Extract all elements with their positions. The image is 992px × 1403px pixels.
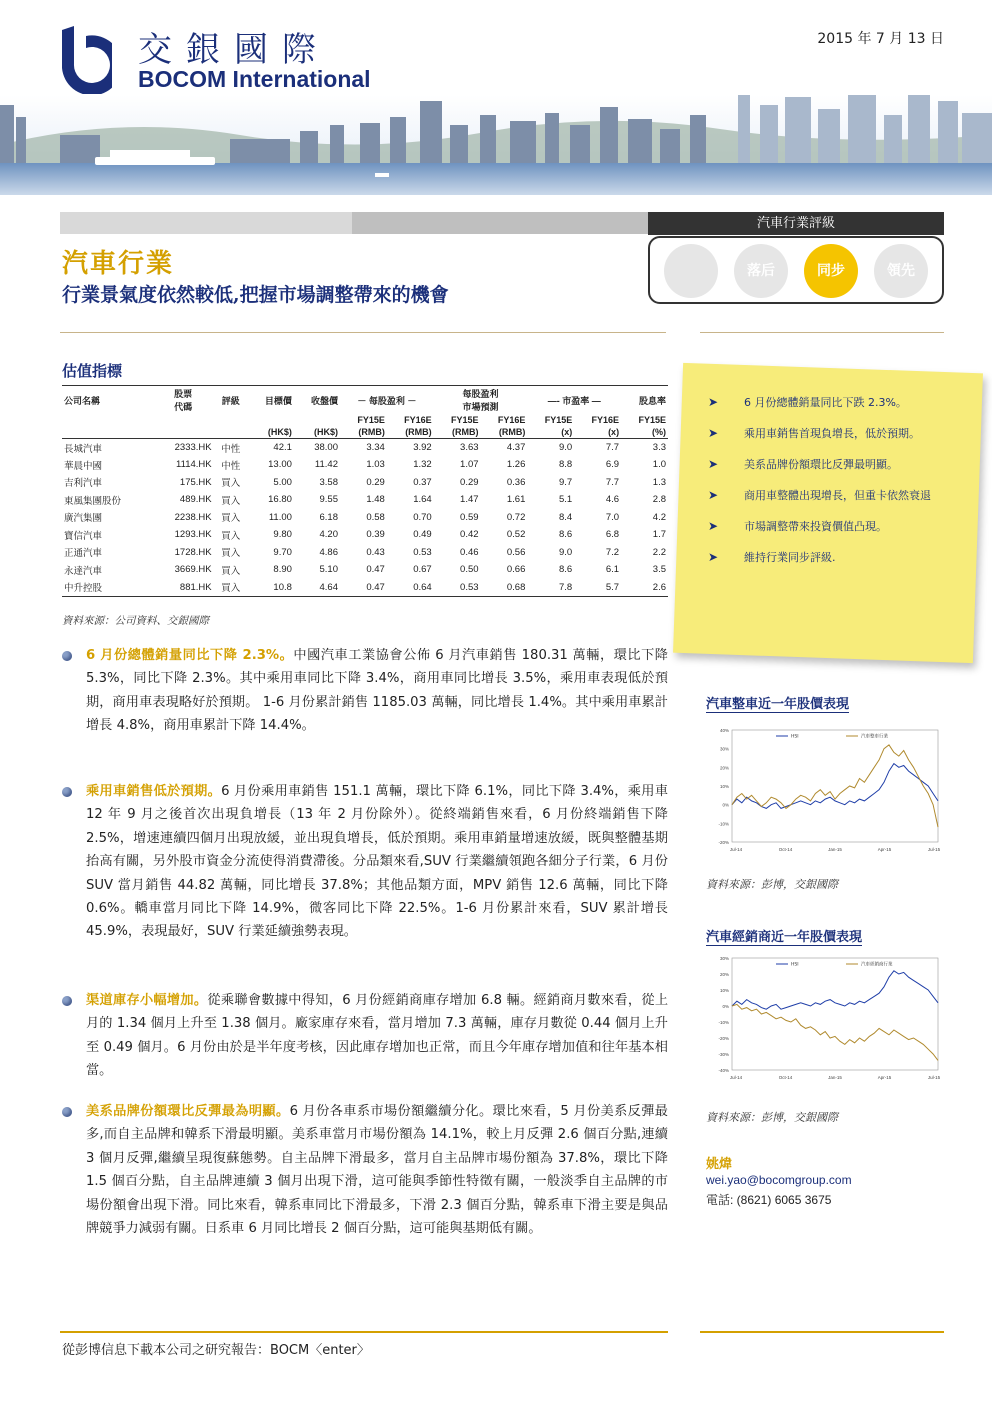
head-fy15e-pe: FY15E xyxy=(544,415,573,425)
y-tick-label: 0% xyxy=(722,802,729,808)
table-cell: 正通汽車 xyxy=(64,548,103,560)
analyst-name: 姚煒 xyxy=(706,1157,733,1172)
x-tick-label: Oct-14 xyxy=(778,1075,793,1080)
table-cell: 4.20 xyxy=(319,529,338,541)
x-tick-label: Jul-15 xyxy=(927,1075,941,1080)
head-fy16e-eps: FY16E xyxy=(404,415,432,425)
x-tick-label: Jul-15 xyxy=(927,847,941,852)
highlight-text: 市場調整帶來投資價值凸現。 xyxy=(744,520,887,533)
table-cell: 6.9 xyxy=(605,459,620,471)
table-cell: 1.32 xyxy=(413,459,432,471)
x-tick-label: Jul-14 xyxy=(729,1075,743,1080)
col-dividend-yield: 股息率 xyxy=(621,386,668,415)
plot-area xyxy=(732,730,938,842)
section-divider-right xyxy=(700,332,944,333)
table-cell: 3.3 xyxy=(652,442,666,453)
table-cell: 1.3 xyxy=(652,476,666,488)
table-cell: 0.49 xyxy=(413,529,432,541)
table-cell: 3.34 xyxy=(366,442,385,453)
table-cell: 0.70 xyxy=(413,511,432,523)
table-cell: 4.2 xyxy=(652,511,666,523)
section-divider xyxy=(60,332,666,333)
highlight-text: 美系品牌份額環比反彈最明顯。 xyxy=(744,458,898,471)
table-cell: 7.7 xyxy=(605,442,620,453)
bullet-text: 6 月份各車系市場份額繼續分化。環比來看，5 月份美系反彈最多,而自主品牌和韓系下滑最明顯。美系車當月市場份額為 14.1%，較上月反彈 2.6 個百分點,連續 3 個月反彈,繼續呈現復蘇態勢。自主品牌下滑最多，當月自主品牌市場份額為 37.8%，環比下降 1.5 個百分點，自主品牌連續 3 個月出現下滑，這可能與季節性特徵有關，一般淡季自主品牌的市場份額會出現下滑。同比來看，韓系車同比下滑最多，下滑 2.3 個百分點，韓系車下滑主要是與品牌競爭力減弱有關。日系車 6 月同比增長 2 個百分點，這可能與基期低有關。 xyxy=(86,1104,668,1237)
y-tick-label: 20% xyxy=(719,765,729,771)
highlight-item xyxy=(706,518,960,535)
table-cell: 1.61 xyxy=(506,494,526,506)
table-cell: 買入 xyxy=(214,579,248,597)
table-cell: 1293.HK xyxy=(174,529,212,541)
rating-option-underweight: 落后 xyxy=(734,244,788,298)
table-cell: 0.46 xyxy=(460,546,479,558)
table-cell: 永達汽車 xyxy=(64,565,103,577)
bullet-lead: 乘用車銷售低於預期。 xyxy=(86,784,222,799)
x-tick-label: Jul-14 xyxy=(729,847,743,852)
highlight-item xyxy=(706,456,960,473)
table-cell: 0.58 xyxy=(366,511,385,523)
table-cell: 0.72 xyxy=(506,511,526,523)
col-close-price: 收盤價 xyxy=(294,386,340,415)
table-cell: 2.8 xyxy=(652,494,666,506)
bullet-text: 中國汽車工業協會公佈 6 月汽車銷售 180.31 萬輛，環比下降 5.3%，同比下降 2.3%。其中乘用車同比下降 3.4%，商用車同比增長 3.5%，乘用車表現低於預期，商用車表現略好於預期。 1-6 月份累計銷售 1185.03 萬輛，同比增長 1.4%。其中乘用車累計增長 4.8%，商用車累計下降 14.4%。 xyxy=(86,648,668,734)
industry-rating-box xyxy=(648,236,944,304)
col-eps-consensus: 每股盈利 市場預測 xyxy=(434,386,528,415)
bullet-lead: 美系品牌份額環比反彈最為明顯。 xyxy=(86,1104,290,1119)
unit-cons16: (RMB) xyxy=(481,426,528,439)
analyst-phone: 電話: (8621) 6065 3675 xyxy=(706,1193,832,1207)
report-header xyxy=(0,0,992,195)
table-cell: 中升控股 xyxy=(62,579,153,597)
table-cell: 0.37 xyxy=(413,476,432,488)
table-cell: 中性 xyxy=(221,460,241,472)
table-cell: 881.HK xyxy=(153,579,214,597)
table-cell: 8.8 xyxy=(559,459,573,471)
table-cell: 5.1 xyxy=(559,494,573,506)
table-cell: 489.HK xyxy=(179,494,212,506)
table-cell: 9.7 xyxy=(559,476,573,488)
head-fy15e-dy: FY15E xyxy=(638,415,666,425)
table-cell: 1.0 xyxy=(652,459,666,471)
table-cell: 2333.HK xyxy=(174,442,212,453)
unit-close: (HK$) xyxy=(294,426,340,439)
table-cell: 買入 xyxy=(221,478,241,490)
arrow-right-icon: ➤ xyxy=(708,519,719,533)
y-tick-label: 10% xyxy=(719,784,729,789)
valuation-table xyxy=(62,385,668,597)
bocom-logo-icon xyxy=(56,24,112,94)
y-tick-label: -30% xyxy=(718,1052,729,1057)
footer-divider-right xyxy=(700,1331,944,1333)
industry-rating-title: 汽車行業評級 xyxy=(648,212,944,235)
table-cell: 0.53 xyxy=(434,579,481,597)
y-tick-label: 10% xyxy=(719,988,729,993)
unit-eps15: (RMB) xyxy=(340,426,387,439)
y-tick-label: -20% xyxy=(718,1036,729,1041)
col-ticker: 股票 代碼 xyxy=(153,386,214,415)
table-cell: 7.7 xyxy=(605,476,620,488)
table-cell: 4.37 xyxy=(506,442,526,453)
x-tick-label: Oct-14 xyxy=(778,847,793,852)
bullet-paragraph-inventory xyxy=(86,989,668,1083)
highlight-item xyxy=(706,549,960,566)
table-cell: 買入 xyxy=(221,495,241,507)
unit-dy: (%) xyxy=(621,426,668,439)
table-cell: 5.7 xyxy=(574,579,621,597)
table-cell: 4.64 xyxy=(294,579,340,597)
table-cell: 0.47 xyxy=(366,564,385,576)
col-target-price: 目標價 xyxy=(248,386,294,415)
highlight-text: 6 月份總體銷量同比下跌 2.3%。 xyxy=(744,396,907,409)
table-cell: 0.66 xyxy=(506,564,526,576)
x-tick-label: Apr-15 xyxy=(877,847,892,852)
table-cell: 0.68 xyxy=(481,579,528,597)
table-cell: 1728.HK xyxy=(174,546,212,558)
table-cell: 6.8 xyxy=(605,529,620,541)
unit-cons15: (RMB) xyxy=(434,426,481,439)
table-cell: 0.47 xyxy=(340,579,387,597)
table-cell: 1.64 xyxy=(413,494,432,506)
highlights-list xyxy=(706,394,960,580)
y-tick-label: 0% xyxy=(722,1004,729,1009)
table-cell: 0.52 xyxy=(506,529,526,541)
y-tick-label: -10% xyxy=(718,821,729,827)
unit-pe15: (x) xyxy=(527,426,574,439)
col-pe: —- 市盈率 — xyxy=(527,386,621,415)
table-cell: 3.63 xyxy=(460,442,479,453)
table-cell: 0.42 xyxy=(460,529,479,541)
table-cell: 0.36 xyxy=(506,476,526,488)
x-tick-label: Jan-15 xyxy=(828,1075,842,1080)
table-cell: 1.7 xyxy=(652,529,666,541)
table-cell: 10.8 xyxy=(248,579,294,597)
arrow-right-icon: ➤ xyxy=(708,426,719,440)
table-cell: 1114.HK xyxy=(176,459,212,471)
table-cell: 9.70 xyxy=(273,546,292,558)
table-cell: 8.6 xyxy=(559,529,573,541)
table-row xyxy=(62,456,668,474)
bullet-text: 6 月份乘用車銷售 151.1 萬輛，環比下降 6.1%，同比下降 3.4%，乘用車 12 年 9 月之後首次出現負增長（13 年 2 月份除外）。從終端銷售來看，6 月份終端銷售下降 2.5%，增速連續四個月出現放緩，並出現負增長，低於預期。乘用車銷量增速放緩，既與整體基期抬高有關，另外股市資金分流使得消費滯後。分品類來看,SUV 行業繼續領跑各細分子行業，6 月份 SUV 當月銷售 44.82 萬輛，同比增長 37.8%；其他品類方面，MPV 銷售 12.6 萬輛，同比下降 0.6%。轎車當月同比下降 14.9%，微客同比下降 22.5%。1-6 月份累計來看，SUV 累計增長 45.9%，表現最好，SUV 行業延續強勢表現。 xyxy=(86,784,669,940)
table-row xyxy=(62,509,668,527)
table-cell: 7.2 xyxy=(605,546,620,558)
bullet-paragraph-brand-share xyxy=(86,1100,668,1240)
table-row xyxy=(62,439,668,457)
highlight-item xyxy=(706,394,960,411)
table-cell: 0.59 xyxy=(460,511,479,523)
highlight-item xyxy=(706,425,960,442)
table-cell: 3.92 xyxy=(413,442,432,453)
arrow-right-icon: ➤ xyxy=(708,488,719,502)
table-cell: 2238.HK xyxy=(174,511,212,523)
col-eps: － 每股盈利 － xyxy=(340,386,434,415)
arrow-right-icon: ➤ xyxy=(708,550,719,564)
highlight-item xyxy=(706,487,960,504)
unit-eps16: (RMB) xyxy=(387,426,434,439)
chart-title-dealers: 汽車經銷商近一年股價表現 xyxy=(706,926,862,946)
table-cell: 6.1 xyxy=(605,564,620,576)
col-rating: 評級 xyxy=(214,386,248,415)
table-cell: 吉利汽車 xyxy=(64,478,103,490)
table-cell: 0.39 xyxy=(366,529,385,541)
table-cell: 11.00 xyxy=(268,511,292,523)
y-tick-label: 30% xyxy=(719,746,729,752)
table-cell: 9.80 xyxy=(273,529,292,541)
table-cell: 廣汽集團 xyxy=(64,513,103,525)
table-cell: 6.18 xyxy=(319,511,338,523)
table-cell: 長城汽車 xyxy=(64,443,103,455)
table-cell: 0.56 xyxy=(506,546,526,558)
table-cell: 7.8 xyxy=(527,579,574,597)
table-cell: 11.42 xyxy=(314,459,338,471)
head-fy15e-cons: FY15E xyxy=(451,415,479,425)
table-source: 資料來源：公司資料、交銀國際 xyxy=(62,615,209,627)
industry-title: 汽車行業 xyxy=(62,249,175,279)
footer-text: 從彭博信息下載本公司之研究報告：BOCM〈enter〉 xyxy=(62,1343,370,1358)
table-cell: 8.90 xyxy=(273,564,292,576)
legend-label: 汽車整車行業 xyxy=(861,734,888,740)
table-cell: 買入 xyxy=(221,548,241,560)
valuation-title: 估值指標 xyxy=(62,362,123,380)
table-cell: 8.4 xyxy=(559,511,573,523)
table-cell: 42.1 xyxy=(273,442,292,453)
table-cell: 2.2 xyxy=(652,546,666,558)
table-cell: 3669.HK xyxy=(174,564,212,576)
table-row xyxy=(62,544,668,562)
table-row xyxy=(62,474,668,492)
table-cell: 38.00 xyxy=(314,442,338,453)
rating-option-neutral-selected: 同步 xyxy=(804,244,858,298)
table-cell: 5.00 xyxy=(273,476,292,488)
report-subtitle: 行業景氣度依然較低,把握市場調整帶來的機會 xyxy=(62,284,449,306)
report-date: 2015 年 7 月 13 日 xyxy=(817,31,944,47)
table-cell: 買入 xyxy=(221,513,241,525)
head-fy16e-pe: FY16E xyxy=(591,415,620,425)
arrow-right-icon: ➤ xyxy=(708,457,719,471)
table-cell: 5.10 xyxy=(319,564,338,576)
bullet-paragraph-passenger-cars xyxy=(86,780,668,944)
highlight-text: 商用車整體出現增長，但重卡依然衰退 xyxy=(744,489,931,502)
table-cell: 16.80 xyxy=(268,494,292,506)
table-cell: 9.0 xyxy=(559,442,573,453)
table-cell: 1.47 xyxy=(460,494,479,506)
bullet-icon xyxy=(62,651,72,661)
legend-label: HSI xyxy=(791,734,799,740)
bullet-icon xyxy=(62,1107,72,1117)
y-tick-label: 30% xyxy=(719,956,729,961)
table-cell: 13.00 xyxy=(268,459,292,471)
table-cell: 8.6 xyxy=(559,564,573,576)
title-bar-middle xyxy=(352,212,648,234)
logo-chinese-name: 交銀國際 xyxy=(138,30,330,70)
highlight-text: 維持行業同步評級. xyxy=(744,551,836,564)
unit-pe16: (x) xyxy=(574,426,621,439)
table-cell: 3.5 xyxy=(652,564,666,576)
table-cell: 1.26 xyxy=(506,459,526,471)
chart-source: 資料來源：彭博，交銀國際 xyxy=(706,878,838,891)
table-cell: 3.58 xyxy=(319,476,338,488)
chart-source: 資料來源：彭博，交銀國際 xyxy=(706,1111,838,1124)
table-cell: 1.07 xyxy=(460,459,479,471)
table-cell: 4.6 xyxy=(605,494,620,506)
y-tick-label: -40% xyxy=(718,1068,729,1073)
chart-title-automakers: 汽車整車近一年股價表現 xyxy=(706,693,849,713)
title-bar-left xyxy=(60,212,352,234)
bullet-lead: 6 月份總體銷量同比下降 2.3%。 xyxy=(86,648,294,663)
table-cell: 寶信汽車 xyxy=(64,530,103,542)
table-cell: 0.50 xyxy=(460,564,479,576)
table-row xyxy=(62,491,668,509)
y-tick-label: -10% xyxy=(718,1020,729,1025)
table-row xyxy=(62,579,668,597)
table-cell: 買入 xyxy=(221,565,241,577)
rating-option-outperform: 領先 xyxy=(874,244,928,298)
hong-kong-skyline-banner xyxy=(0,95,992,195)
y-tick-label: -20% xyxy=(718,840,729,845)
table-cell: 中性 xyxy=(221,443,241,455)
table-cell: 0.43 xyxy=(366,546,385,558)
bullet-lead: 渠道庫存小幅增加。 xyxy=(86,993,208,1008)
y-tick-label: 20% xyxy=(719,972,729,977)
analyst-email[interactable]: wei.yao@bocomgroup.com xyxy=(706,1173,852,1187)
footer-divider xyxy=(60,1331,668,1333)
head-fy16e-cons: FY16E xyxy=(497,415,526,425)
table-cell: 4.86 xyxy=(319,546,338,558)
arrow-right-icon: ➤ xyxy=(708,395,719,409)
table-cell: 175.HK xyxy=(179,476,212,488)
table-cell: 2.6 xyxy=(621,579,668,597)
bullet-text: 從乘聯會數據中得知，6 月份經銷商庫存增加 6.8 輛。經銷商月數來看，從上月的 1.34 個月上升至 1.38 個月。廠家庫存來看，當月增加 7.3 萬輛，庫存月數從 0.44 個月上升至 0.49 個月。6 月份由於是半年度考核，因此庫存增加也正常，而且今年庫存增加值和往年基本相當。 xyxy=(86,993,669,1079)
rating-option-blank xyxy=(664,244,718,298)
y-tick-label: 40% xyxy=(719,728,729,733)
col-company: 公司名稱 xyxy=(62,386,153,415)
table-cell: 0.53 xyxy=(413,546,432,558)
legend-label: HSI xyxy=(791,962,799,968)
table-row xyxy=(62,561,668,579)
table-cell: 0.29 xyxy=(460,476,479,488)
valuation-table-body xyxy=(62,439,668,597)
unit-target: (HK$) xyxy=(248,426,294,439)
table-cell: 9.55 xyxy=(319,494,338,506)
highlight-text: 乘用車銷售首現負增長，低於預期。 xyxy=(744,427,920,440)
chart-dealers-stock-performance xyxy=(706,952,946,1088)
table-row xyxy=(62,526,668,544)
table-cell: 東風集團股份 xyxy=(64,495,122,507)
bullet-icon xyxy=(62,996,72,1006)
table-cell: 買入 xyxy=(221,530,241,542)
table-cell: 1.03 xyxy=(366,459,385,471)
table-cell: 0.67 xyxy=(413,564,432,576)
table-cell: 0.29 xyxy=(366,476,385,488)
table-cell: 0.64 xyxy=(387,579,434,597)
x-tick-label: Apr-15 xyxy=(877,1075,892,1080)
bullet-icon xyxy=(62,787,72,797)
legend-label: 汽車經銷商行業 xyxy=(861,962,893,968)
table-cell: 9.0 xyxy=(559,546,573,558)
table-cell: 7.0 xyxy=(605,511,620,523)
table-cell: 1.48 xyxy=(366,494,385,506)
head-fy15e-eps: FY15E xyxy=(357,415,385,425)
x-tick-label: Jan-15 xyxy=(828,847,842,852)
bullet-paragraph-sales xyxy=(86,644,668,738)
table-cell: 華晨中國 xyxy=(64,460,103,472)
logo-english-name: BOCOM International xyxy=(138,66,371,92)
chart-automakers-stock-performance xyxy=(706,724,946,860)
